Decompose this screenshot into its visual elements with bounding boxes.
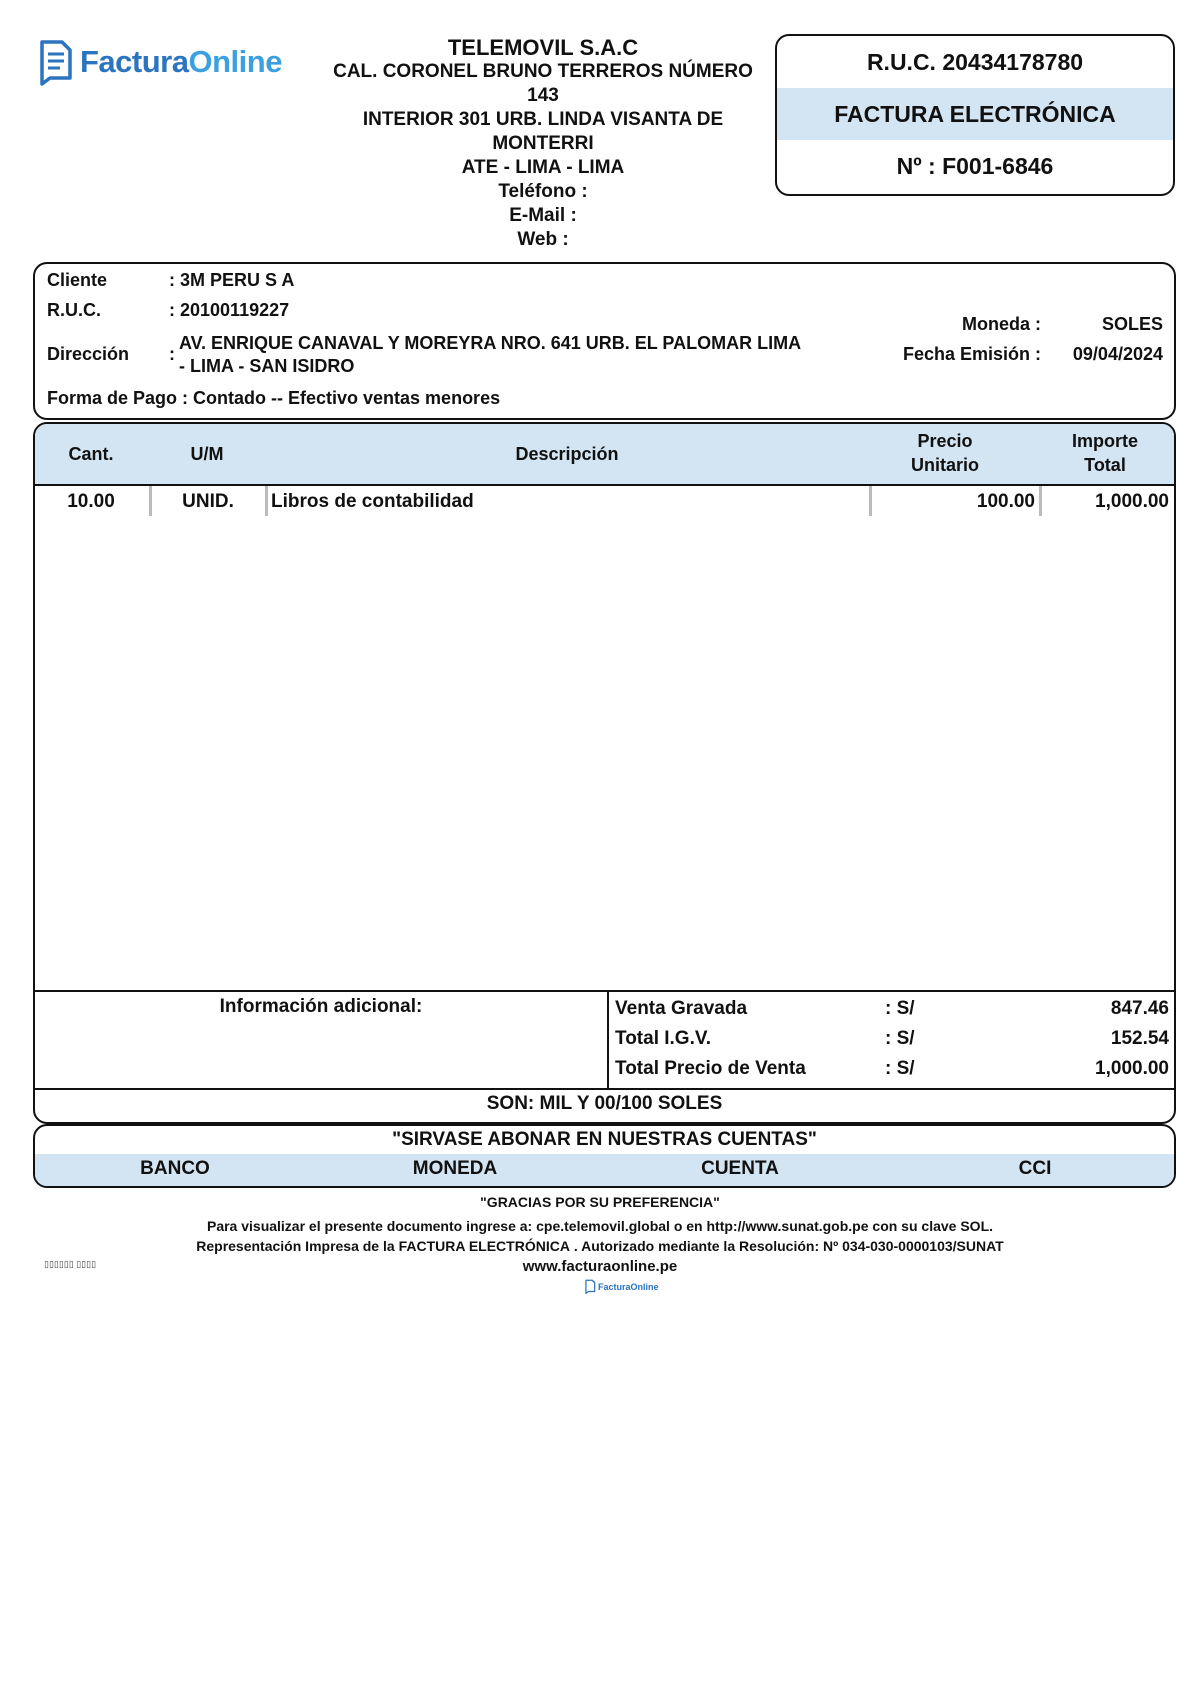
header-precio-line2: Unitario [910, 455, 979, 475]
header-importe-line2: Total [1084, 455, 1126, 475]
direccion-line1: AV. ENRIQUE CANAVAL Y MOREYRA NRO. 641 URB. EL PALOMAR LIMA [179, 333, 802, 353]
company-info [318, 36, 768, 252]
venta-gravada-value: 847.46 [1110, 998, 1169, 1019]
company-address-line4: ATE - LIMA - LIMA [461, 157, 625, 178]
logo-part1: Factura [80, 44, 189, 79]
row-um: UNID. [182, 491, 234, 512]
company-name: TELEMOVIL S.A.C [447, 35, 639, 60]
logo-part2: Online [188, 44, 282, 79]
company-email: E-Mail : [509, 205, 577, 226]
direccion-value [179, 332, 801, 378]
cliente-value: : 3M PERU S A [169, 270, 295, 290]
footer-small-logo-text: FacturaOnline [598, 1281, 659, 1292]
amount-in-words: SON: MIL Y 00/100 SOLES [486, 1093, 723, 1114]
invoice-logo-icon [36, 38, 74, 86]
igv-currency: : S/ [885, 1028, 915, 1049]
items-table [33, 422, 1176, 1124]
header-importe-total [1035, 429, 1175, 477]
table-row [35, 486, 1174, 520]
bank-accounts-box [33, 1124, 1176, 1188]
header-descripcion: Descripción [515, 444, 619, 464]
footer-line1 [0, 1218, 1200, 1234]
thanks-message: "GRACIAS POR SU PREFERENCIA" [480, 1194, 720, 1210]
column-divider [149, 486, 152, 516]
direccion-line2: - LIMA - SAN ISIDRO [179, 356, 355, 376]
row-importe: 1,000.00 [1095, 491, 1169, 512]
forma-pago: Forma de Pago : Contado -- Efectivo ventas menores [47, 388, 501, 408]
items-table-header [35, 424, 1174, 486]
bank-col-banco: BANCO [140, 1158, 210, 1179]
client-info-box [33, 262, 1176, 420]
footer-line1-pre: Para visualizar el presente documento ingrese a: [206, 1218, 537, 1234]
invoice-logo-icon [584, 1279, 596, 1294]
company-address-line3: MONTERRI [492, 133, 594, 154]
fecha-label: Fecha Emisión : [902, 344, 1041, 364]
venta-gravada-currency: : S/ [885, 998, 915, 1019]
precio-venta-value: 1,000.00 [1095, 1058, 1169, 1079]
totals-section [35, 990, 1174, 1122]
client-ruc-value: : 20100119227 [169, 300, 290, 320]
bank-accounts-header [35, 1154, 1174, 1186]
column-divider [265, 486, 268, 516]
footer-line2-post: . Autorizado mediante la Resolución: Nº 034-030-0000103/SUNAT [569, 1238, 1004, 1254]
footer-line1-post: o en http://www.sunat.gob.pe con su clave SOL. [669, 1218, 994, 1234]
header-cant: Cant. [68, 444, 114, 464]
bank-col-moneda: MONEDA [412, 1158, 498, 1179]
tiny-print-id: ▯▯▯▯▯▯ ▯▯▯▯ [44, 1259, 97, 1269]
informacion-adicional-label: Información adicional: [219, 996, 423, 1017]
footer-doc-type: FACTURA ELECTRÓNICA [398, 1238, 570, 1254]
column-divider [1039, 486, 1042, 516]
column-divider [869, 486, 872, 516]
client-ruc-label: R.U.C. [47, 300, 101, 320]
direccion-label: Dirección [47, 344, 130, 364]
row-descripcion: Libros de contabilidad [271, 491, 474, 512]
company-address-line2: INTERIOR 301 URB. LINDA VISANTA DE [362, 109, 724, 130]
header-importe-line1: Importe [1071, 431, 1138, 451]
document-type: FACTURA ELECTRÓNICA [777, 88, 1173, 140]
issuer-ruc: R.U.C. 20434178780 [866, 49, 1084, 75]
document-number: Nº : F001-6846 [896, 153, 1054, 179]
bank-col-cci: CCI [1018, 1158, 1052, 1179]
row-cant: 10.00 [67, 491, 115, 512]
direccion-colon: : [169, 344, 175, 364]
company-address-line1: CAL. CORONEL BRUNO TERREROS NÚMERO 143 [333, 61, 753, 106]
moneda-label: Moneda : [962, 314, 1041, 334]
footer-line2 [0, 1238, 1200, 1254]
header-precio-line1: Precio [917, 431, 973, 451]
company-phone: Teléfono : [498, 181, 588, 202]
bank-col-cuenta: CUENTA [701, 1158, 779, 1179]
igv-value: 152.54 [1110, 1028, 1169, 1049]
footer-small-logo [584, 1279, 659, 1294]
precio-venta-currency: : S/ [885, 1058, 915, 1079]
moneda-value: SOLES [1101, 314, 1163, 334]
footer-site-link[interactable]: www.facturaonline.pe [522, 1258, 678, 1275]
row-precio: 100.00 [976, 491, 1035, 512]
footer-portal-link[interactable]: cpe.telemovil.global [536, 1218, 670, 1234]
footer-line2-pre: Representación Impresa de la [196, 1238, 399, 1254]
igv-label: Total I.G.V. [615, 1028, 712, 1049]
document-id-box [775, 34, 1175, 196]
totals-bottom-line [35, 1088, 1174, 1090]
factura-online-logo [36, 38, 282, 86]
header-um: U/M [190, 444, 224, 464]
precio-venta-label: Total Precio de Venta [615, 1058, 806, 1079]
fecha-value: 09/04/2024 [1072, 344, 1163, 364]
venta-gravada-label: Venta Gravada [615, 998, 748, 1019]
bank-accounts-title: "SIRVASE ABONAR EN NUESTRAS CUENTAS" [392, 1129, 817, 1150]
totals-divider [607, 992, 609, 1088]
header-precio-unitario [875, 429, 1015, 477]
logo-wordmark [80, 44, 282, 80]
cliente-label: Cliente [47, 270, 108, 290]
company-web: Web : [517, 229, 569, 250]
